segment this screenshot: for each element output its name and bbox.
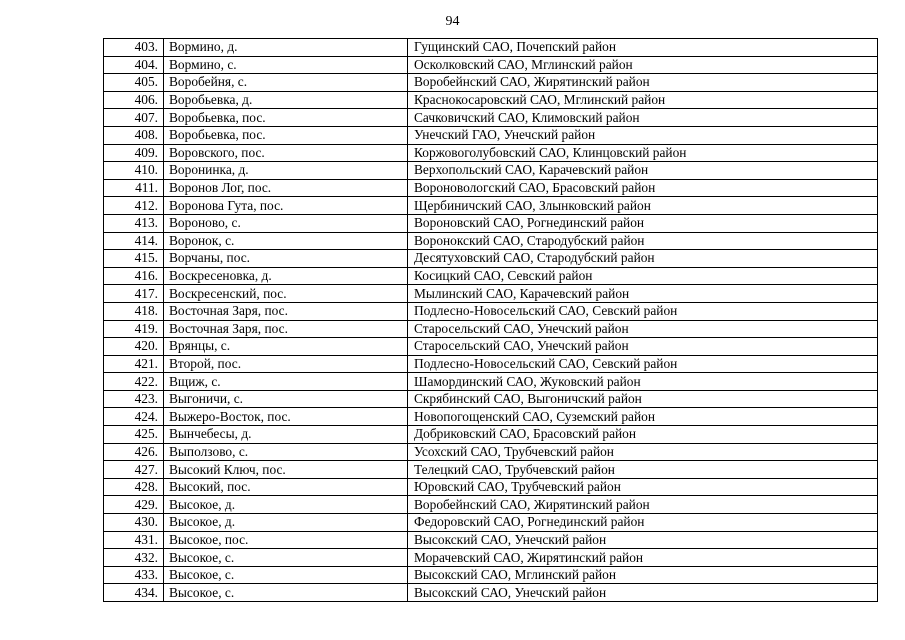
- administration-cell: Щербиничский САО, Злынковский район: [408, 197, 878, 215]
- administration-cell: Десятуховский САО, Стародубский район: [408, 250, 878, 268]
- row-number-cell: 408.: [104, 126, 164, 144]
- table-row: [104, 426, 878, 444]
- row-number-cell: 419.: [104, 320, 164, 338]
- administration-cell: Вороновологский САО, Брасовский район: [408, 179, 878, 197]
- administration-cell: Старосельский САО, Унечский район: [408, 320, 878, 338]
- table-row: [104, 214, 878, 232]
- row-number-cell: 431.: [104, 531, 164, 549]
- settlement-name-cell: Воровского, пос.: [164, 144, 408, 162]
- administration-cell: Новопогощенский САО, Суземский район: [408, 408, 878, 426]
- table-row: [104, 302, 878, 320]
- row-number-cell: 424.: [104, 408, 164, 426]
- table-row: [104, 144, 878, 162]
- administration-cell: Телецкий САО, Трубчевский район: [408, 461, 878, 479]
- table-row: [104, 461, 878, 479]
- settlement-name-cell: Высокое, с.: [164, 549, 408, 567]
- administration-cell: Подлесно-Новосельский САО, Севский район: [408, 355, 878, 373]
- settlements-table-body: [104, 39, 878, 602]
- table-row: [104, 91, 878, 109]
- settlement-name-cell: Воронов Лог, пос.: [164, 179, 408, 197]
- settlements-table: [103, 38, 878, 602]
- row-number-cell: 425.: [104, 426, 164, 444]
- table-row: [104, 56, 878, 74]
- administration-cell: Усохский САО, Трубчевский район: [408, 443, 878, 461]
- row-number-cell: 405.: [104, 74, 164, 92]
- settlement-name-cell: Воронова Гута, пос.: [164, 197, 408, 215]
- table-row: [104, 320, 878, 338]
- row-number-cell: 413.: [104, 214, 164, 232]
- row-number-cell: 407.: [104, 109, 164, 127]
- administration-cell: Воробейнский САО, Жирятинский район: [408, 74, 878, 92]
- table-row: [104, 584, 878, 602]
- settlement-name-cell: Вормино, с.: [164, 56, 408, 74]
- row-number-cell: 412.: [104, 197, 164, 215]
- row-number-cell: 422.: [104, 373, 164, 391]
- table-row: [104, 338, 878, 356]
- administration-cell: Унечский ГАО, Унечский район: [408, 126, 878, 144]
- settlement-name-cell: Высокий, пос.: [164, 478, 408, 496]
- row-number-cell: 410.: [104, 162, 164, 180]
- table-row: [104, 74, 878, 92]
- row-number-cell: 432.: [104, 549, 164, 567]
- settlement-name-cell: Высокое, пос.: [164, 531, 408, 549]
- row-number-cell: 420.: [104, 338, 164, 356]
- administration-cell: Высокский САО, Мглинский район: [408, 566, 878, 584]
- row-number-cell: 421.: [104, 355, 164, 373]
- settlement-name-cell: Высокое, с.: [164, 584, 408, 602]
- settlement-name-cell: Выжеро-Восток, пос.: [164, 408, 408, 426]
- page-number: 94: [445, 14, 460, 29]
- row-number-cell: 433.: [104, 566, 164, 584]
- row-number-cell: 426.: [104, 443, 164, 461]
- table-row: [104, 355, 878, 373]
- settlement-name-cell: Высокое, д.: [164, 496, 408, 514]
- administration-cell: Коржовоголубовский САО, Клинцовский район: [408, 144, 878, 162]
- administration-cell: Федоровский САО, Рогнединский район: [408, 514, 878, 532]
- table-row: [104, 162, 878, 180]
- settlement-name-cell: Воскресенский, пос.: [164, 285, 408, 303]
- administration-cell: Вороновский САО, Рогнединский район: [408, 214, 878, 232]
- row-number-cell: 429.: [104, 496, 164, 514]
- row-number-cell: 406.: [104, 91, 164, 109]
- settlement-name-cell: Вороново, с.: [164, 214, 408, 232]
- row-number-cell: 427.: [104, 461, 164, 479]
- settlement-name-cell: Воробьевка, д.: [164, 91, 408, 109]
- table-row: [104, 39, 878, 57]
- row-number-cell: 418.: [104, 302, 164, 320]
- table-row: [104, 408, 878, 426]
- table-row: [104, 531, 878, 549]
- row-number-cell: 417.: [104, 285, 164, 303]
- settlement-name-cell: Воробейня, с.: [164, 74, 408, 92]
- administration-cell: Скрябинский САО, Выгоничский район: [408, 390, 878, 408]
- table-row: [104, 549, 878, 567]
- row-number-cell: 403.: [104, 39, 164, 57]
- settlement-name-cell: Высокий Ключ, пос.: [164, 461, 408, 479]
- row-number-cell: 411.: [104, 179, 164, 197]
- settlement-name-cell: Восточная Заря, пос.: [164, 302, 408, 320]
- table-row: [104, 373, 878, 391]
- table-row: [104, 267, 878, 285]
- administration-cell: Подлесно-Новосельский САО, Севский район: [408, 302, 878, 320]
- table-row: [104, 566, 878, 584]
- administration-cell: Воробейнский САО, Жирятинский район: [408, 496, 878, 514]
- table-row: [104, 179, 878, 197]
- table-row: [104, 443, 878, 461]
- table-row: [104, 197, 878, 215]
- administration-cell: Косицкий САО, Севский район: [408, 267, 878, 285]
- table-row: [104, 478, 878, 496]
- administration-cell: Шамординский САО, Жуковский район: [408, 373, 878, 391]
- settlement-name-cell: Ворчаны, пос.: [164, 250, 408, 268]
- administration-cell: Осколковский САО, Мглинский район: [408, 56, 878, 74]
- settlement-name-cell: Выползово, с.: [164, 443, 408, 461]
- settlement-name-cell: Высокое, д.: [164, 514, 408, 532]
- settlement-name-cell: Воскресеновка, д.: [164, 267, 408, 285]
- row-number-cell: 409.: [104, 144, 164, 162]
- settlement-name-cell: Второй, пос.: [164, 355, 408, 373]
- row-number-cell: 428.: [104, 478, 164, 496]
- administration-cell: Морачевский САО, Жирятинский район: [408, 549, 878, 567]
- settlement-name-cell: Воронинка, д.: [164, 162, 408, 180]
- administration-cell: Юровский САО, Трубчевский район: [408, 478, 878, 496]
- settlement-name-cell: Вщиж, с.: [164, 373, 408, 391]
- settlement-name-cell: Высокое, с.: [164, 566, 408, 584]
- settlement-name-cell: Воронок, с.: [164, 232, 408, 250]
- administration-cell: Верхопольский САО, Карачевский район: [408, 162, 878, 180]
- table-row: [104, 109, 878, 127]
- row-number-cell: 416.: [104, 267, 164, 285]
- row-number-cell: 434.: [104, 584, 164, 602]
- administration-cell: Мылинский САО, Карачевский район: [408, 285, 878, 303]
- settlement-name-cell: Вынчебесы, д.: [164, 426, 408, 444]
- settlement-name-cell: Выгоничи, с.: [164, 390, 408, 408]
- table-row: [104, 250, 878, 268]
- table-row: [104, 514, 878, 532]
- administration-cell: Добриковский САО, Брасовский район: [408, 426, 878, 444]
- row-number-cell: 423.: [104, 390, 164, 408]
- row-number-cell: 415.: [104, 250, 164, 268]
- settlement-name-cell: Воробьевка, пос.: [164, 109, 408, 127]
- settlement-name-cell: Воробьевка, пос.: [164, 126, 408, 144]
- row-number-cell: 414.: [104, 232, 164, 250]
- row-number-cell: 404.: [104, 56, 164, 74]
- administration-cell: Старосельский САО, Унечский район: [408, 338, 878, 356]
- row-number-cell: 430.: [104, 514, 164, 532]
- table-row: [104, 285, 878, 303]
- administration-cell: Гущинский САО, Почепский район: [408, 39, 878, 57]
- settlement-name-cell: Восточная Заря, пос.: [164, 320, 408, 338]
- table-row: [104, 496, 878, 514]
- administration-cell: Краснокосаровский САО, Мглинский район: [408, 91, 878, 109]
- table-row: [104, 126, 878, 144]
- settlement-name-cell: Вормино, д.: [164, 39, 408, 57]
- table-row: [104, 232, 878, 250]
- administration-cell: Воронокский САО, Стародубский район: [408, 232, 878, 250]
- administration-cell: Высокский САО, Унечский район: [408, 584, 878, 602]
- administration-cell: Сачковичский САО, Климовский район: [408, 109, 878, 127]
- table-row: [104, 390, 878, 408]
- settlement-name-cell: Врянцы, с.: [164, 338, 408, 356]
- administration-cell: Высокский САО, Унечский район: [408, 531, 878, 549]
